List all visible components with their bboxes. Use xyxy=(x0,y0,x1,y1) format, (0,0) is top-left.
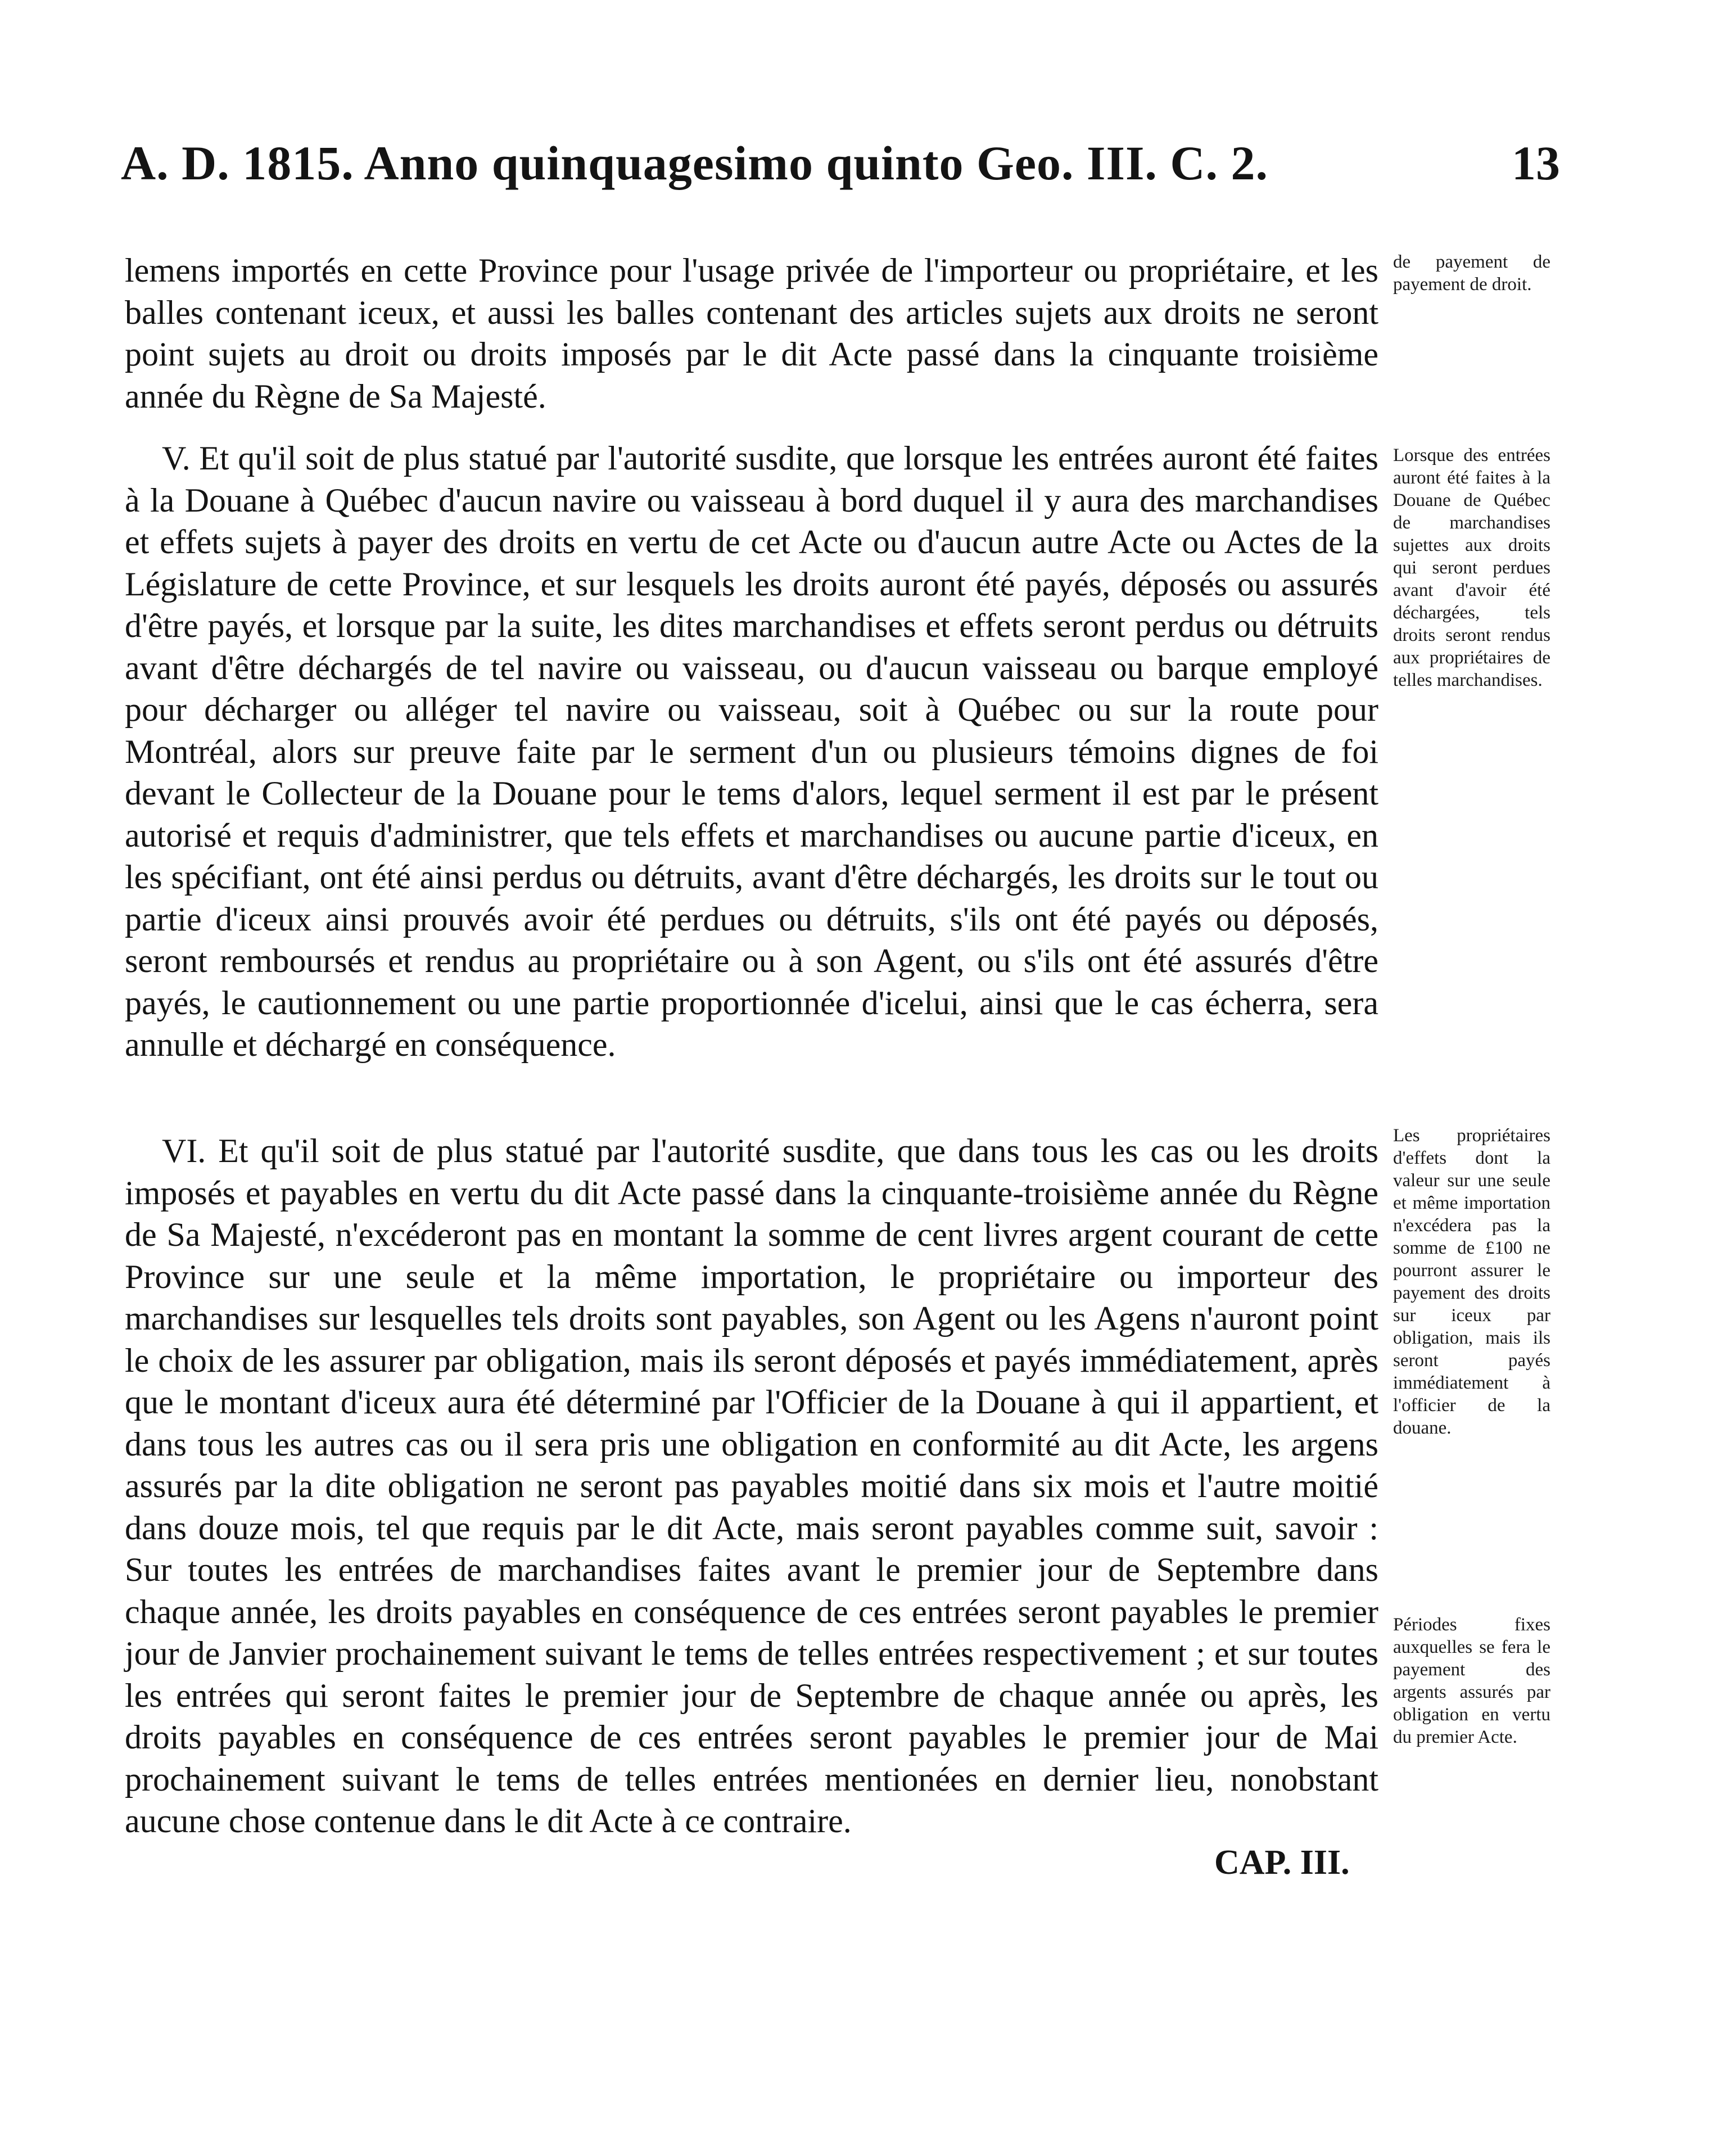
running-title: A. D. 1815. Anno quinquagesimo quinto Geo. III. C. 2. xyxy=(121,136,1269,190)
margin-note-refund: Lorsque des entrées auront été faites à la Douane de Québec de marchandises sujettes aux droits qui seront perdues avant d'avoir été déchargées, tels droits seront rendus aux propriétaires de telles marchandises. xyxy=(1393,445,1550,690)
page-number: 13 xyxy=(1512,136,1560,190)
section-v-paragraph: V. Et qu'il soit de plus statué par l'autorité susdite, que lorsque les entrées auront été faites à la Douane à Québec d'aucun navire ou vaisseau à bord duquel il y aura des marchandises et effets sujets à payer des droits en vertu de cet Acte ou d'aucun autre Acte ou Actes de la Législature de cette Province, et sur lesquels les droits auront été payés, déposés ou assurés d'être payés, et lorsque par la suite, les dites marchandises et effets seront perdus ou détruits avant d'être déchargés de tel navire ou vaisseau, ou d'aucun vaisseau ou barque employé pour décharger ou alléger tel navire ou vaisseau, soit à Québec ou sur la route pour Montréal, alors sur preuve faite par le serment d'un ou plusieurs témoins dignes de foi devant le Collecteur de la Douane pour le tems d'alors, lequel serment il est par le présent autorisé et requis d'administrer, que tels effets et marchandises ou aucune partie d'iceux, en les spécifiant, ont été ainsi perdus ou détruits, avant d'être déchargés, les droits sur le tout ou partie d'iceux ainsi prouvés avoir été perdues ou détruits, s'ils ont été payés ou déposés, seront remboursés et rendus au propriétaire ou à son Agent, ou s'ils ont été assurés d'être payés, le cautionnement ou une partie proportionnée d'icelui, ainsi que le cas écherra, sera annulle et déchargé en conséquence. xyxy=(125,440,1378,1063)
margin-note-payment: de payement de payement de droit. xyxy=(1393,252,1550,295)
next-chapter-heading: CAP. III. xyxy=(1214,1843,1350,1882)
continued-paragraph: lemens importés en cette Province pour l'usage privée de l'importeur ou propriétaire, et les balles contenant iceux, et aussi les balles contenant des articles sujets aux droits ne seront point sujets au droit ou droits imposés par le dit Acte passé dans la cinquante troisième année du Règne de Sa Majesté. xyxy=(125,252,1378,415)
page-header xyxy=(121,135,1560,197)
section-vi-paragraph: VI. Et qu'il soit de plus statué par l'autorité susdite, que dans tous les cas ou les droits imposés et payables en vertu du dit Acte passé dans la cinquante-troisième année du Règne de Sa Majesté, n'excéderont pas en montant la somme de cent livres argent courant de cette Province sur une seule et la même importation, le propriétaire ou importeur des marchandises sur lesquelles tels droits sont payables, son Agent ou les Agens n'auront point le choix de les assurer par obligation, mais ils seront déposés et payés immédiatement, après que le montant d'iceux aura été déterminé par l'Officier de la Douane à qui il appartient, et dans tous les autres cas ou il sera pris une obligation en conformité au dit Acte, les argens assurés par la dite obligation ne seront pas payables moitié dans six mois et l'autre moitié dans douze mois, tel que requis par le dit Acte, mais seront payables comme suit, savoir : Sur toutes les entrées de marchandises faites avant le premier jour de Septembre dans chaque année, les droits payables en conséquence de ces entrées seront payables le premier jour de Janvier prochainement suivant le tems de telles entrées respectivement ; et sur toutes les entrées qui seront faites le premier jour de Septembre de chaque année ou après, les droits payables en conséquence de ces entrées seront payables le premier jour de Mai prochainement suivant le tems de telles entrées mentionées en dernier lieu, nonobstant aucune chose contenue dans le dit Acte à ce contraire. xyxy=(125,1132,1378,1839)
margin-note-payment-periods: Périodes fixes auxquelles se fera le payement des argents assurés par obligation en vertu du premier Acte. xyxy=(1393,1615,1550,1747)
margin-note-small-duties: Les propriétaires d'effets dont la valeur sur une seule et même importation n'excédera pas la somme de £100 ne pourront assurer le payement des droits sur iceux par obligation, mais ils seront payés immédiatement à l'officier de la douane. xyxy=(1393,1126,1550,1438)
